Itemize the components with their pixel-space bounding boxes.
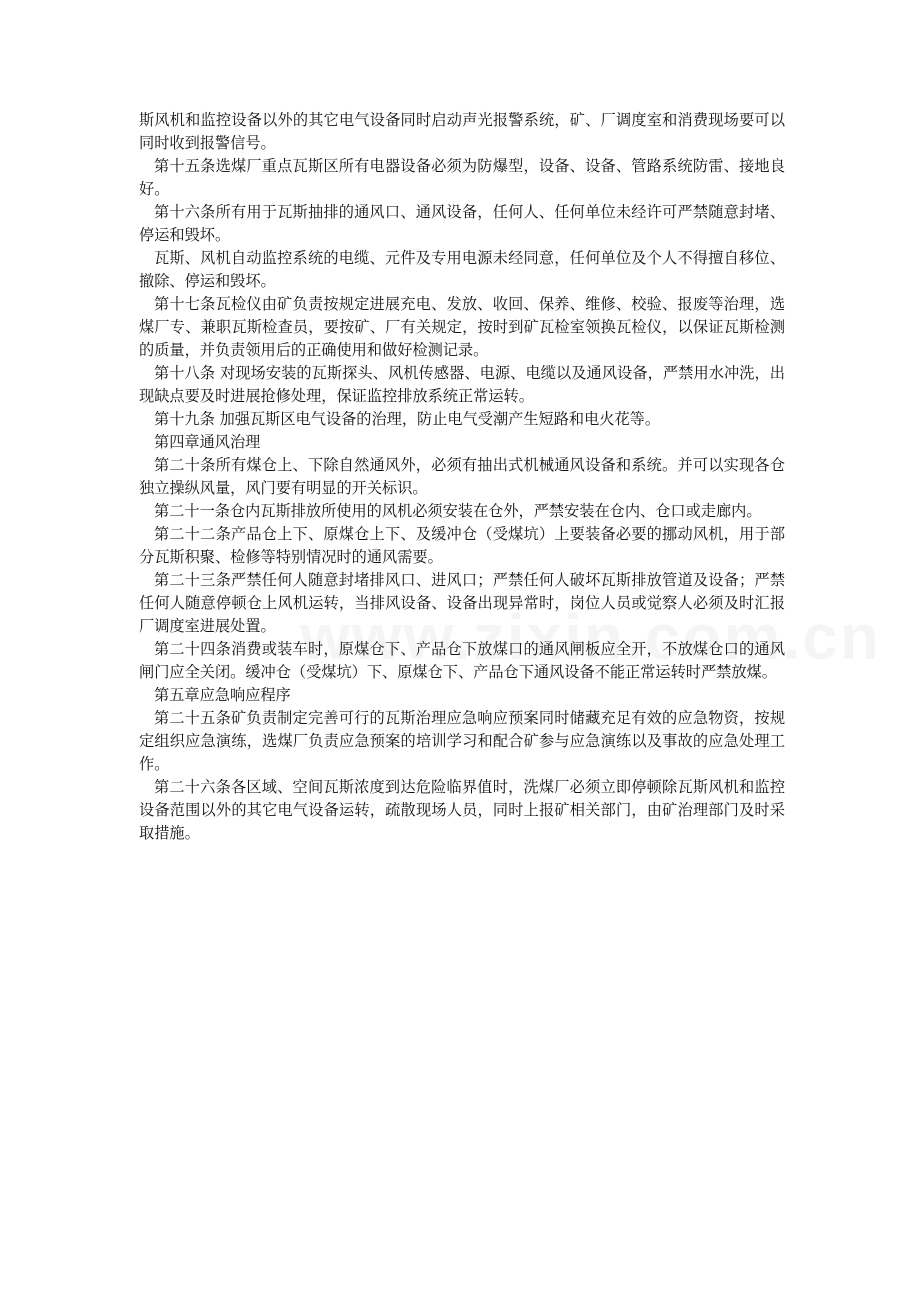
article-22: 第二十二条产品仓上下、原煤仓上下、及缓冲仓（受煤坑）上要装备必要的挪动风机，用于部分瓦斯积聚、检修等特别情况时的通风需要。 [139, 525, 785, 566]
article-21: 第二十一条仓内瓦斯排放所使用的风机必须安装在仓外，严禁安装在仓内、仓口或走廊内。 [154, 502, 762, 520]
article-16: 第十六条所有用于瓦斯抽排的通风口、通风设备，任何人、任何单位未经许可严禁随意封堵、停运和毁坏。 [139, 203, 785, 244]
paragraph-1: 斯风机和监控设备以外的其它电气设备同时启动声光报警系统，矿、厂调度室和消费现场要可以同时收到报警信号。 [139, 111, 785, 152]
article-16-continued: 瓦斯、风机自动监控系统的电缆、元件及专用电源未经同意，任何单位及个人不得擅自移位、撤除、停运和毁坏。 [139, 249, 785, 290]
article-24: 第二十四条消费或装车时，原煤仓下、产品仓下放煤口的通风闸板应全开，不放煤仓口的通风闸门应全关闭。缓冲仓（受煤坑）下、原煤仓下、产品仓下通风设备不能正常运转时严禁放煤。 [139, 640, 785, 681]
article-23: 第二十三条严禁任何人随意封堵排风口、进风口；严禁任何人破坏瓦斯排放管道及设备；严禁任何人随意停顿仓上风机运转，当排风设备、设备出现异常时，岗位人员或觉察人必须及时汇报厂调度室进展处置。 [139, 571, 785, 635]
article-15: 第十五条选煤厂重点瓦斯区所有电器设备必须为防爆型，设备、设备、管路系统防雷、接地良好。 [139, 157, 785, 198]
article-19: 第十九条 加强瓦斯区电气设备的治理，防止电气受潮产生短路和电火花等。 [154, 410, 661, 428]
chapter-5-heading: 第五章应急响应程序 [154, 686, 291, 704]
chapter-4-heading: 第四章通风治理 [154, 433, 261, 451]
article-25: 第二十五条矿负责制定完善可行的瓦斯治理应急响应预案同时储藏充足有效的应急物资，按规定组织应急演练，选煤厂负责应急预案的培训学习和配合矿参与应急演练以及事故的应急处理工作。 [139, 709, 785, 773]
article-17: 第十七条瓦检仪由矿负责按规定进展充电、发放、收回、保养、维修、校验、报废等治理，选煤厂专、兼职瓦斯检查员，要按矿、厂有关规定，按时到矿瓦检室领换瓦检仪，以保证瓦斯检测的质量，并负责领用后的正确使用和做好检测记录。 [139, 295, 785, 359]
article-26: 第二十六条各区域、空间瓦斯浓度到达危险临界值时，洗煤厂必须立即停顿除瓦斯风机和监控设备范围以外的其它电气设备运转，疏散现场人员，同时上报矿相关部门，由矿治理部门及时采取措施。 [139, 778, 785, 842]
document-body [139, 109, 785, 845]
article-18: 第十八条 对现场安装的瓦斯探头、风机传感器、电源、电缆以及通风设备，严禁用水冲洗，出现缺点要及时进展抢修处理，保证监控排放系统正常运转。 [139, 364, 785, 405]
article-20: 第二十条所有煤仓上、下除自然通风外，必须有抽出式机械通风设备和系统。并可以实现各仓独立操纵风量，风门要有明显的开关标识。 [139, 456, 785, 497]
